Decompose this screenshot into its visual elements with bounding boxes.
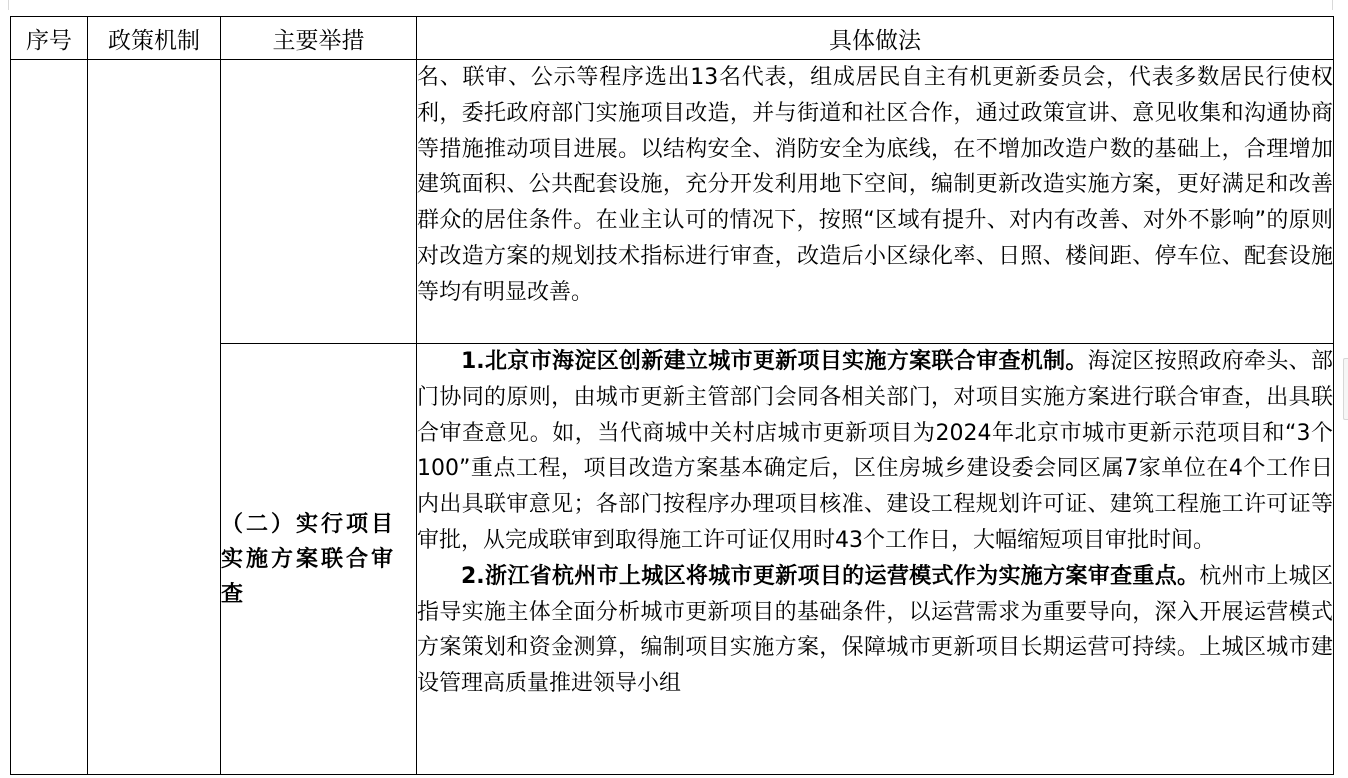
measure-title: （二）实行项目实施方案联合审查	[221, 511, 397, 607]
header-measure: 主要举措	[221, 17, 417, 60]
header-mechanism: 政策机制	[88, 17, 221, 60]
measure-cell-continued	[221, 60, 417, 344]
header-index: 序号	[11, 17, 88, 60]
item2-text: 杭州市上城区指导实施主体全面分析城市更新项目的基础条件，以运营需求为重要导向，深入开展运营模式方案策划和资金测算，编制项目实施方案，保障城市更新项目长期运营可持续。上城区城市建设管理高质量推进领导小组	[417, 563, 1333, 697]
measure-title-cell	[221, 344, 417, 775]
table-row	[11, 60, 1334, 344]
item1-text: 海淀区按照政府牵头、部门协同的原则，由城市更新主管部门会同各相关部门，对项目实施方案进行联合审查，出具联合审查意见。如，当代商城中关村店城市更新项目为2024年北京市城市更新示范项目和“3个100”重点工程，项目改造方案基本确定后，区住房城乡建设委会同区属7家单位在4个工作日内出具联审意见；各部门按程序办理项目核准、建设工程规划许可证、建筑工程施工许可证等审批，从完成联审到取得施工许可证仅用时43个工作日，大幅缩短项目审批时间。	[417, 349, 1333, 553]
practice-item-2	[417, 559, 1333, 702]
index-cell	[11, 60, 88, 775]
item1-heading: 1.北京市海淀区创新建立城市更新项目实施方案联合审查机制。	[461, 349, 1088, 374]
practice-cell-continued	[417, 60, 1334, 344]
header-practice: 具体做法	[417, 17, 1334, 60]
page-corner-mark-left	[8, 0, 9, 10]
policy-table	[10, 16, 1334, 775]
table-header-row	[11, 17, 1334, 60]
mechanism-cell	[88, 60, 221, 775]
page-corner-mark-right	[1332, 0, 1333, 10]
practice-paragraph: 名、联审、公示等程序选出13名代表，组成居民自主有机更新委员会，代表多数居民行使权利，委托政府部门实施项目改造，并与街道和社区合作，通过政策宣讲、意见收集和沟通协商等措施推动项目进展。以结构安全、消防安全为底线，在不增加改造户数的基础上，合理增加建筑面积、公共配套设施，充分开发利用地下空间，编制更新改造实施方案，更好满足和改善群众的居住条件。在业主认可的情况下，按照“区域有提升、对内有改善、对外不影响”的原则对改造方案的规划技术指标进行审查，改造后小区绿化率、日照、楼间距、停车位、配套设施等均有明显改善。	[417, 65, 1333, 305]
item2-heading: 2.浙江省杭州市上城区将城市更新项目的运营模式作为实施方案审查重点。	[461, 563, 1200, 589]
side-scroll-tab[interactable]	[1343, 358, 1348, 420]
practice-cell	[417, 344, 1334, 775]
practice-item-1	[417, 344, 1333, 559]
